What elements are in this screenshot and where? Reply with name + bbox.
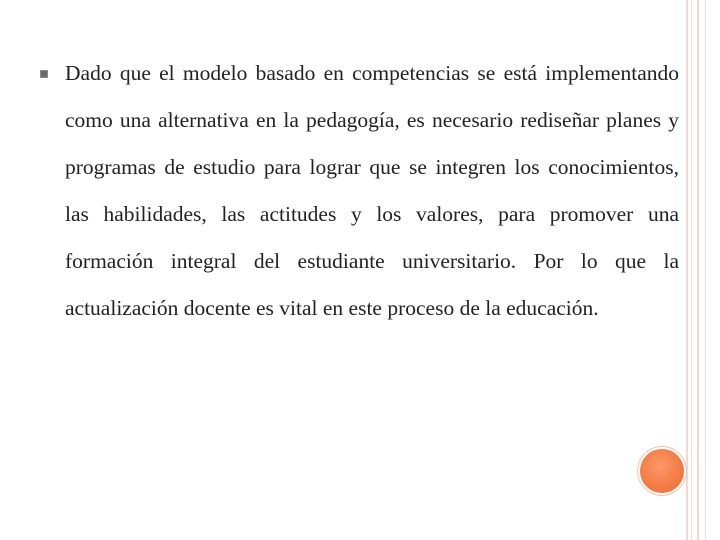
border-stripe — [686, 0, 688, 540]
border-stripe — [705, 0, 706, 540]
border-stripe — [697, 0, 699, 540]
bullet-paragraph: Dado que el modelo basado en competencias se está implementando como una alternativa en la pedagogía, es necesario rediseñar planes y programas de estudio para lograr que se integren los conocimientos, las habilidades, las actitudes y los valores, para promover una formación integral del estudiante universitario. Por lo que la actualización docente es vital en este proceso de la educación. — [65, 61, 679, 320]
orange-circle-icon — [640, 449, 684, 493]
border-stripe — [691, 0, 692, 540]
bullet-list — [40, 50, 680, 332]
square-bullet-icon — [40, 70, 48, 78]
